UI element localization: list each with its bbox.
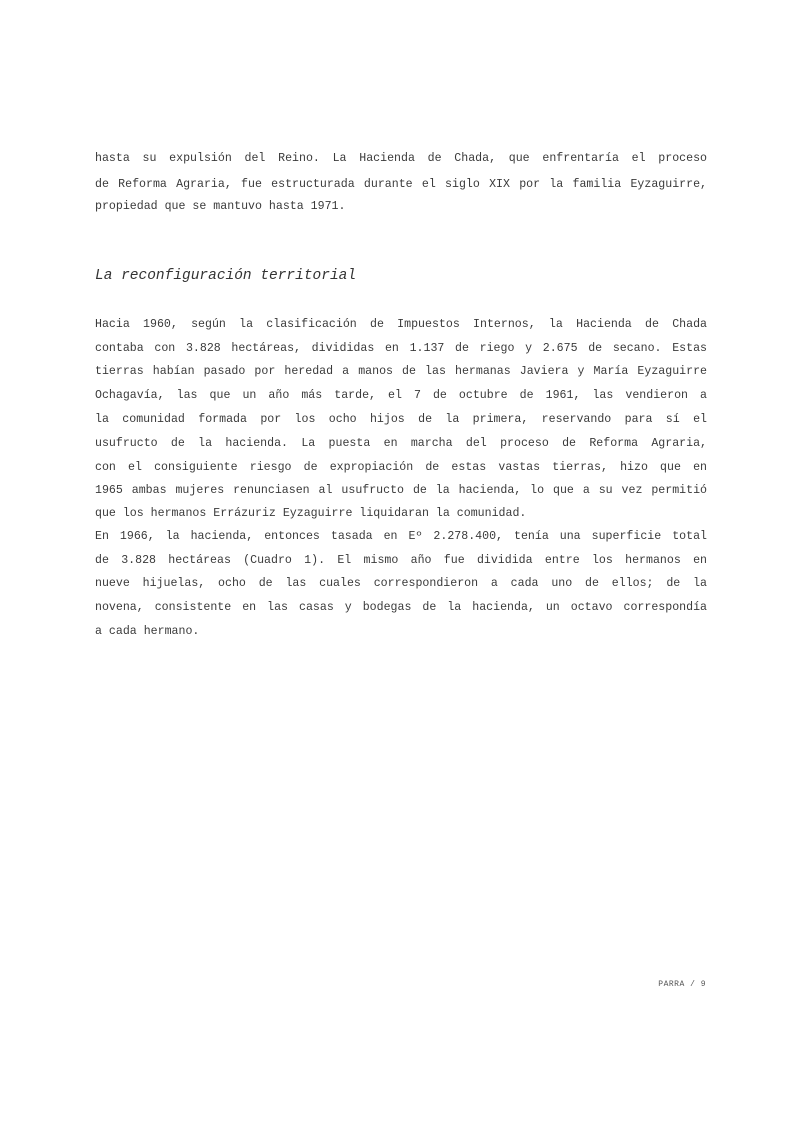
paragraph-2-line-1: En 1966, la hacienda, entonces tasada en Eº 2.278.400, tenía una superficie total <box>95 530 707 543</box>
paragraph-2-line-5: a cada hermano. <box>95 625 200 638</box>
paragraph-2-line-2: de 3.828 hectáreas (Cuadro 1). El mismo año fue dividida entre los hermanos en <box>95 554 707 567</box>
paragraph-1-line-2: contaba con 3.828 hectáreas, divididas en 1.137 de riego y 2.675 de secano. Estas <box>95 342 707 355</box>
paragraph-1-line-1: Hacia 1960, según la clasificación de Impuestos Internos, la Hacienda de Chada <box>95 318 707 331</box>
intro-line-3: propiedad que se mantuvo hasta 1971. <box>95 200 346 213</box>
paragraph-2-line-4: novena, consistente en las casas y bodegas de la hacienda, un octavo correspondía <box>95 601 707 614</box>
section-title: La reconfiguración territorial <box>95 268 357 284</box>
paragraph-1-line-6: usufructo de la hacienda. La puesta en marcha del proceso de Reforma Agraria, <box>95 437 707 450</box>
paragraph-1-line-8: 1965 ambas mujeres renunciasen al usufructo de la hacienda, lo que a su vez permitió <box>95 484 707 497</box>
paragraph-1-line-9: que los hermanos Errázuriz Eyzaguirre liquidaran la comunidad. <box>95 507 527 520</box>
paragraph-1-line-5: la comunidad formada por los ocho hijos de la primera, reservando para sí el <box>95 413 707 426</box>
intro-line-1: hasta su expulsión del Reino. La Hacienda de Chada, que enfrentaría el proceso <box>95 152 707 165</box>
intro-line-2: de Reforma Agraria, fue estructurada durante el siglo XIX por la familia Eyzaguirre, <box>95 178 707 191</box>
paragraph-1-line-7: con el consiguiente riesgo de expropiación de estas vastas tierras, hizo que en <box>95 461 707 474</box>
page-footer: PARRA / 9 <box>658 980 706 989</box>
paragraph-2-line-3: nueve hijuelas, ocho de las cuales correspondieron a cada uno de ellos; de la <box>95 577 707 590</box>
paragraph-1-line-4: Ochagavía, las que un año más tarde, el 7 de octubre de 1961, las vendieron a <box>95 389 707 402</box>
paragraph-1-line-3: tierras habían pasado por heredad a manos de las hermanas Javiera y María Eyzaguirre <box>95 365 707 378</box>
